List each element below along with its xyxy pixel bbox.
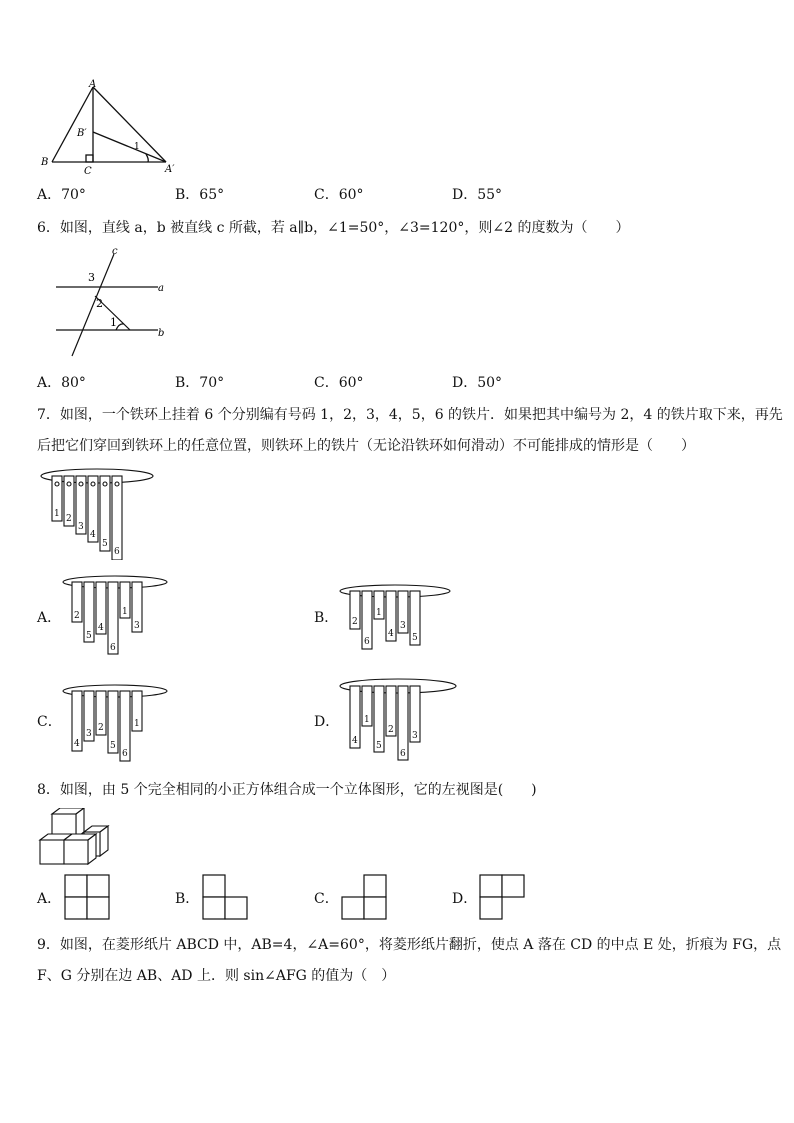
q6-question: 6．如图，直线 a，b 被直线 c 所截，若 a∥b，∠1=50°，∠3=120°，则∠2 的度数为（ ） xyxy=(37,220,630,236)
q6-option-a[interactable]: A．80° xyxy=(37,375,86,391)
cube-stack-figure xyxy=(38,808,110,868)
q6-option-c[interactable]: C．60° xyxy=(314,375,364,391)
q8-option-c-label[interactable]: C． xyxy=(314,891,339,907)
optC-tag-1: 4 xyxy=(74,739,80,749)
optB-tag-6: 5 xyxy=(412,633,418,643)
optA-tag-6: 3 xyxy=(134,621,140,631)
q7-option-d-label[interactable]: D． xyxy=(314,714,340,730)
optA-tag-1: 2 xyxy=(74,611,80,621)
q7-option-c-label[interactable]: C． xyxy=(37,714,62,730)
fig6-label-1: 1 xyxy=(110,316,117,329)
q8-option-b-figure[interactable] xyxy=(202,874,252,922)
q5-option-b[interactable]: B．65° xyxy=(175,187,225,203)
fig5-label-B: B xyxy=(41,157,49,168)
main-tag-3: 3 xyxy=(78,522,84,532)
q6-option-d[interactable]: D．50° xyxy=(452,375,503,391)
q5-option-d[interactable]: D．55° xyxy=(452,187,503,203)
main-tag-6: 6 xyxy=(114,547,120,557)
q7-question-line2: 后把它们穿回到铁环上的任意位置，则铁环上的铁片（无论沿铁环如何滑动）不可能排成的情形是（ ） xyxy=(37,438,695,454)
optB-tag-4: 4 xyxy=(388,629,394,639)
optD-tag-5: 6 xyxy=(400,749,406,759)
optC-tag-3: 2 xyxy=(98,723,104,733)
q7-option-b-label[interactable]: B． xyxy=(314,610,339,626)
optB-tag-2: 6 xyxy=(364,637,370,647)
fig5-label-A: A xyxy=(89,79,97,90)
optA-tag-3: 4 xyxy=(98,623,104,633)
optD-tag-4: 2 xyxy=(388,725,394,735)
optD-tag-2: 1 xyxy=(364,715,370,725)
q8-option-a-figure[interactable] xyxy=(64,874,112,922)
q6-option-b[interactable]: B．70° xyxy=(175,375,225,391)
q5-option-a[interactable]: A．70° xyxy=(37,187,86,203)
triangle-figure xyxy=(38,78,188,178)
optB-tag-3: 1 xyxy=(376,608,382,618)
q8-option-b-label[interactable]: B． xyxy=(175,891,200,907)
ring-option-c-figure[interactable] xyxy=(60,682,172,762)
optD-tag-1: 4 xyxy=(352,736,358,746)
fig5-label-Bprime: B′ xyxy=(77,128,87,139)
ring-option-b-figure[interactable] xyxy=(338,582,458,652)
main-tag-4: 4 xyxy=(90,530,96,540)
ring-option-d-figure[interactable] xyxy=(338,676,460,762)
fig6-label-c: c xyxy=(112,246,118,257)
q8-option-d-label[interactable]: D． xyxy=(452,891,478,907)
optB-tag-5: 3 xyxy=(400,621,406,631)
optD-tag-6: 3 xyxy=(412,731,418,741)
optA-tag-2: 5 xyxy=(86,631,92,641)
q5-option-c[interactable]: C．60° xyxy=(314,187,364,203)
optA-tag-5: 1 xyxy=(122,607,128,617)
fig5-label-C: C xyxy=(84,166,92,177)
q9-question-line1: 9．如图，在菱形纸片 ABCD 中，AB=4，∠A=60°，将菱形纸片翻折，使点 A 落在 CD 的中点 E 处，折痕为 FG，点 xyxy=(37,937,782,953)
ring-option-a-figure[interactable] xyxy=(60,572,170,656)
optB-tag-1: 2 xyxy=(352,617,358,627)
optC-tag-4: 5 xyxy=(110,741,116,751)
optC-tag-5: 6 xyxy=(122,749,128,759)
q7-question-line1: 7．如图，一个铁环上挂着 6 个分别编有号码 1，2，3，4，5，6 的铁片．如果把其中编号为 2，4 的铁片取下来，再先 xyxy=(37,407,783,423)
parallel-lines-figure xyxy=(52,244,172,360)
q8-question: 8．如图，由 5 个完全相同的小正方体组合成一个立体图形，它的左视图是( ) xyxy=(37,782,537,798)
fig6-label-b: b xyxy=(158,328,165,339)
q9-question-line2: F、G 分别在边 AB、AD 上．则 sin∠AFG 的值为（ ） xyxy=(37,968,396,984)
fig6-label-a: a xyxy=(158,283,164,294)
ring-main-figure xyxy=(40,464,162,560)
optD-tag-3: 5 xyxy=(376,741,382,751)
optC-tag-6: 1 xyxy=(134,719,140,729)
q7-option-a-label[interactable]: A． xyxy=(37,610,62,626)
fig5-label-angle1: 1 xyxy=(134,142,140,152)
optC-tag-2: 3 xyxy=(86,729,92,739)
fig5-label-Aprime: A′ xyxy=(165,164,175,175)
main-tag-5: 5 xyxy=(102,539,108,549)
optA-tag-4: 6 xyxy=(110,643,116,653)
q8-option-c-figure[interactable] xyxy=(341,874,391,922)
q8-option-a-label[interactable]: A． xyxy=(37,891,62,907)
q8-option-d-figure[interactable] xyxy=(479,874,529,922)
fig6-label-3: 3 xyxy=(88,271,95,284)
main-tag-1: 1 xyxy=(54,509,60,519)
fig6-label-2: 2 xyxy=(96,297,103,310)
main-tag-2: 2 xyxy=(66,514,72,524)
